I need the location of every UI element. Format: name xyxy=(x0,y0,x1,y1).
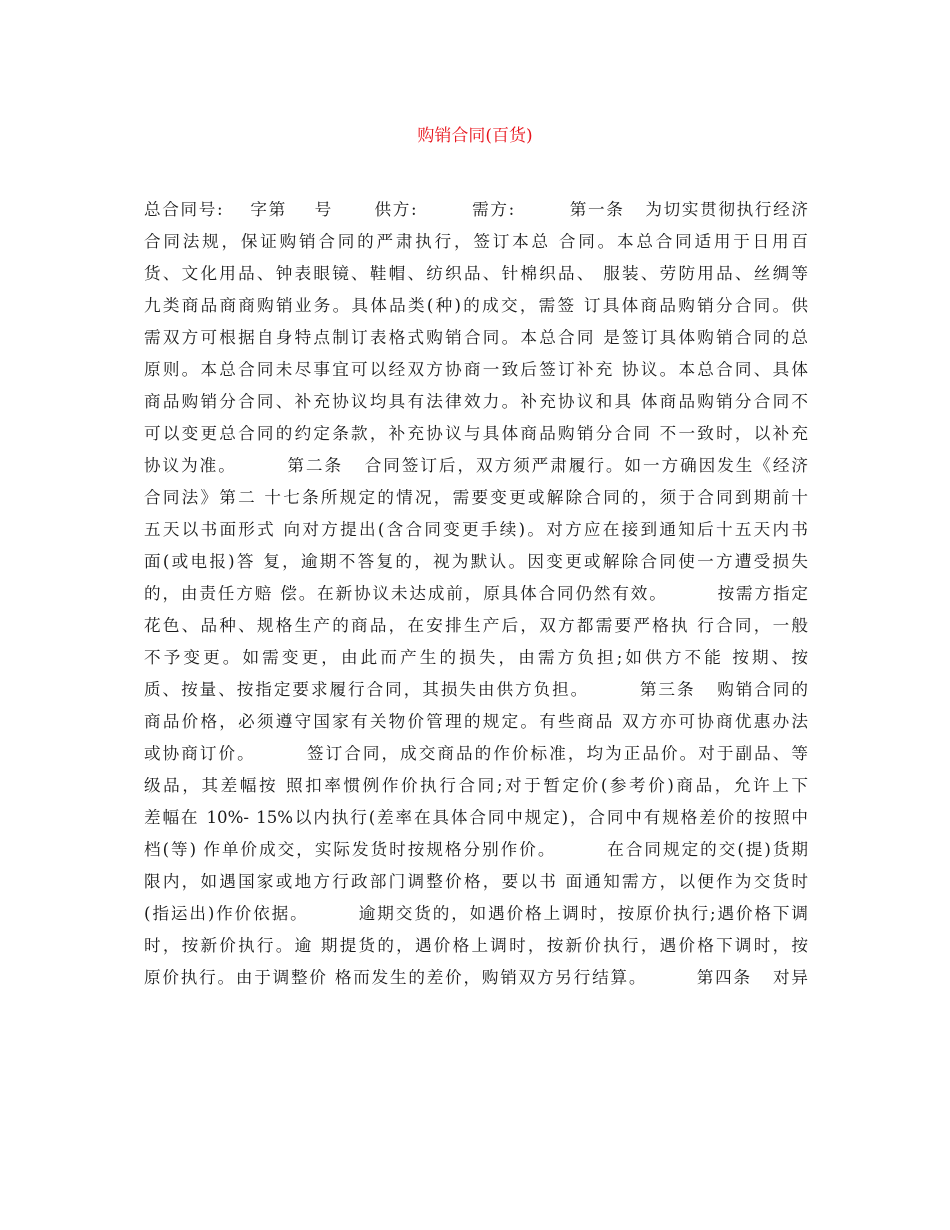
text-line: 协议为准。 第二条 合同签订后，双方须严肃履行。如一方确因发生《经济 xyxy=(144,456,808,475)
text-line: 九类商品商商购销业务。具体品类(种)的成交，需签 订具体商品购销分合同。供 xyxy=(144,296,808,315)
text-line: 限内，如遇国家或地方行政部门调整价格，要以书 面通知需方，以便作为交货时 xyxy=(144,872,808,891)
text-line: 或协商订价。 签订合同，成交商品的作价标准，均为正品价。对于副品、等 xyxy=(144,744,808,763)
text-line: 差幅在 10%- 15%以内执行(差率在具体合同中规定)，合同中有规格差价的按照中 xyxy=(144,808,808,827)
text-line: 商品购销分合同、补充协议均具有法律效力。补充协议和具 体商品购销分合同不 xyxy=(144,392,808,411)
text-line: 面(或电报)答 复，逾期不答复的，视为默认。因变更或解除合同使一方遭受损失 xyxy=(144,552,808,571)
text-line: 五天以书面形式 向对方提出(含合同变更手续)。对方应在接到通知后十五天内书 xyxy=(144,520,808,539)
text-line: 可以变更总合同的约定条款，补充协议与具体商品购销分合同 不一致时，以补充 xyxy=(144,424,808,443)
text-line: (指运出)作价依据。 逾期交货的，如遇价格上调时，按原价执行;遇价格下调 xyxy=(144,904,808,923)
text-line: 不予变更。如需变更，由此而产生的损失，由需方负担;如供方不能 按期、按 xyxy=(144,648,808,667)
text-line: 质、按量、按指定要求履行合同，其损失由供方负担。 第三条 购销合同的 xyxy=(144,680,808,699)
text-line: 合同法规，保证购销合同的严肃执行，签订本总 合同。本总合同适用于日用百 xyxy=(144,232,808,251)
text-line: 货、文化用品、钟表眼镜、鞋帽、纺织品、针棉织品、 服装、劳防用品、丝绸等 xyxy=(144,264,808,283)
document-title: 购销合同(百货) xyxy=(417,126,533,146)
text-line: 时，按新价执行。逾 期提货的，遇价格上调时，按新价执行，遇价格下调时，按 xyxy=(144,936,808,955)
text-line: 原价执行。由于调整价 格而发生的差价，购销双方另行结算。 第四条 对异 xyxy=(144,968,808,987)
text-line: 级品，其差幅按 照扣率惯例作价执行合同;对于暂定价(参考价)商品，允许上下 xyxy=(144,776,808,795)
text-line: 总合同号: 字第 号 供方: 需方: 第一条 为切实贯彻执行经济 xyxy=(144,200,808,219)
text-line: 合同法》第二 十七条所规定的情况，需要变更或解除合同的，须于合同到期前十 xyxy=(144,488,808,507)
text-line: 的，由责任方赔 偿。在新协议未达成前，原具体合同仍然有效。 按需方指定 xyxy=(144,584,808,603)
text-line: 原则。本总合同未尽事宜可以经双方协商一致后签订补充 协议。本总合同、具体 xyxy=(144,360,808,379)
text-line: 档(等) 作单价成交，实际发货时按规格分别作价。 在合同规定的交(提)货期 xyxy=(144,840,808,859)
text-line: 商品价格，必须遵守国家有关物价管理的规定。有些商品 双方亦可协商优惠办法 xyxy=(144,712,808,731)
text-line: 花色、品种、规格生产的商品，在安排生产后，双方都需要严格执 行合同，一般 xyxy=(144,616,808,635)
text-line: 需双方可根据自身特点制订表格式购销合同。本总合同 是签订具体购销合同的总 xyxy=(144,328,808,347)
contract-body xyxy=(144,194,808,994)
